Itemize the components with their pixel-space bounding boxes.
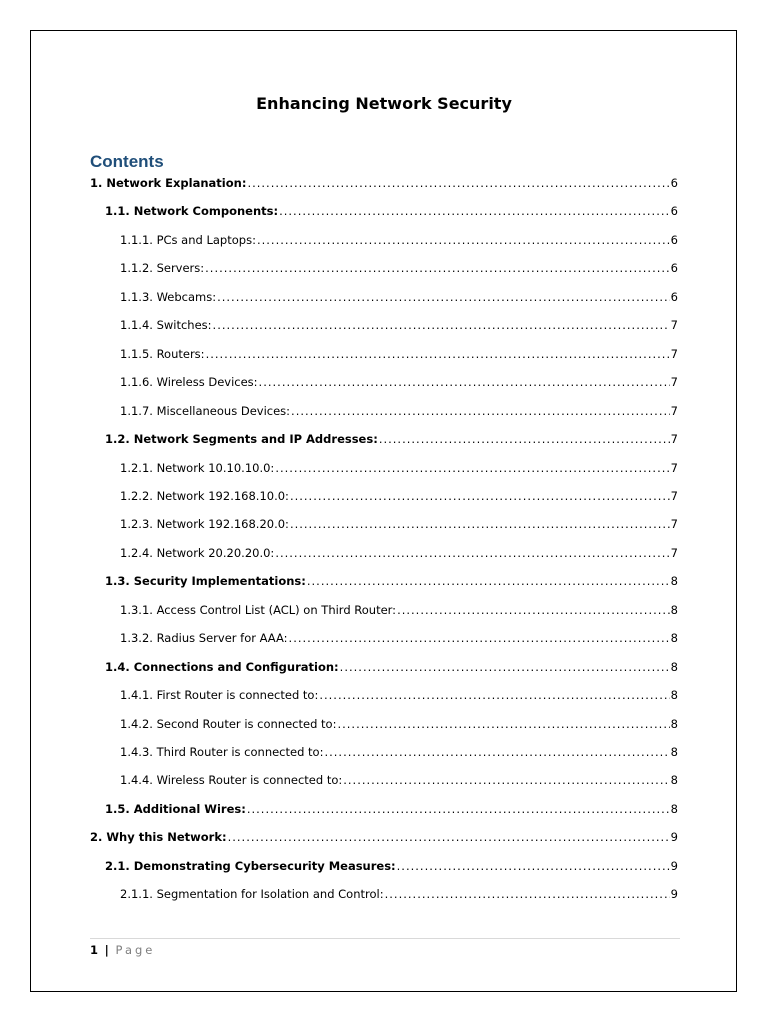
- toc-entry-page-number: 6: [670, 204, 678, 219]
- toc-dot-leader: [340, 660, 670, 674]
- toc-entry[interactable]: [120, 461, 678, 481]
- toc-entry-page-number: 8: [670, 773, 678, 788]
- toc-dot-leader: [319, 688, 669, 702]
- contents-heading: Contents: [90, 152, 164, 171]
- toc-dot-leader: [257, 233, 670, 247]
- document-title: Enhancing Network Security: [256, 94, 512, 113]
- toc-dot-leader: [275, 461, 669, 475]
- toc-entry-title: 1.5. Additional Wires:: [105, 801, 246, 816]
- toc-entry-title: 1.2.4. Network 20.20.20.0:: [120, 545, 275, 560]
- toc-entry-title: 1.4. Connections and Configuration:: [105, 659, 339, 674]
- toc-dot-leader: [290, 489, 670, 503]
- footer-page-label: Page: [115, 943, 156, 957]
- toc-entry-page-number: 8: [670, 659, 678, 674]
- toc-entry-title: 1.4.2. Second Router is connected to:: [120, 716, 337, 731]
- toc-dot-leader: [228, 830, 670, 844]
- toc-entry[interactable]: [120, 375, 678, 395]
- toc-dot-leader: [275, 546, 669, 560]
- toc-entry-title: 2. Why this Network:: [90, 830, 227, 845]
- toc-dot-leader: [217, 290, 670, 304]
- toc-entry-page-number: 7: [670, 346, 678, 361]
- toc-dot-leader: [343, 773, 669, 787]
- toc-dot-leader: [337, 717, 669, 731]
- toc-entry[interactable]: [120, 290, 678, 310]
- toc-entry-title: 2.1.1. Segmentation for Isolation and Control:: [120, 887, 384, 902]
- toc-entry-page-number: 8: [670, 602, 678, 617]
- toc-entry[interactable]: [120, 773, 678, 793]
- toc-entry-page-number: 8: [670, 688, 678, 703]
- toc-entry[interactable]: [120, 517, 678, 537]
- toc-entry-title: 1.1.6. Wireless Devices:: [120, 375, 258, 390]
- toc-dot-leader: [259, 375, 670, 389]
- toc-entry[interactable]: [120, 546, 678, 566]
- toc-dot-leader: [279, 204, 670, 218]
- toc-entry[interactable]: [120, 688, 678, 708]
- footer-divider: [90, 938, 680, 939]
- toc-entry[interactable]: [105, 802, 678, 822]
- toc-entry-title: 1.1.1. PCs and Laptops:: [120, 232, 256, 247]
- toc-entry-page-number: 7: [670, 488, 678, 503]
- footer-separator: |: [104, 943, 109, 957]
- toc-entry-title: 1.2. Network Segments and IP Addresses:: [105, 432, 378, 447]
- toc-entry-title: 2.1. Demonstrating Cybersecurity Measures:: [105, 858, 396, 873]
- toc-entry-page-number: 7: [670, 517, 678, 532]
- toc-entry[interactable]: [105, 660, 678, 680]
- toc-entry[interactable]: [105, 859, 678, 879]
- toc-dot-leader: [213, 318, 670, 332]
- toc-entry-page-number: 7: [670, 318, 678, 333]
- toc-entry[interactable]: [120, 261, 678, 281]
- toc-entry-title: 1.1.2. Servers:: [120, 261, 205, 276]
- toc-entry-page-number: 7: [670, 403, 678, 418]
- toc-entry-page-number: 8: [670, 574, 678, 589]
- toc-entry-title: 1.4.4. Wireless Router is connected to:: [120, 773, 343, 788]
- toc-entry-page-number: 9: [670, 830, 678, 845]
- toc-entry-page-number: 7: [670, 460, 678, 475]
- toc-entry[interactable]: [120, 404, 678, 424]
- toc-entry-title: 1.1.3. Webcams:: [120, 289, 217, 304]
- toc-entry-title: 1.3. Security Implementations:: [105, 574, 306, 589]
- toc-entry[interactable]: [90, 176, 678, 196]
- toc-entry-page-number: 7: [670, 545, 678, 560]
- toc-dot-leader: [324, 745, 669, 759]
- toc-entry[interactable]: [90, 830, 678, 850]
- toc-entry-page-number: 7: [670, 375, 678, 390]
- toc-entry-title: 1.1.5. Routers:: [120, 346, 205, 361]
- toc-entry-title: 1.1.7. Miscellaneous Devices:: [120, 403, 291, 418]
- toc-dot-leader: [307, 574, 670, 588]
- toc-entry[interactable]: [120, 631, 678, 651]
- toc-entry-page-number: 6: [670, 289, 678, 304]
- toc-dot-leader: [397, 603, 670, 617]
- toc-entry[interactable]: [120, 489, 678, 509]
- toc-entry-page-number: 8: [670, 631, 678, 646]
- toc-entry[interactable]: [120, 887, 678, 907]
- toc-entry-title: 1.2.1. Network 10.10.10.0:: [120, 460, 275, 475]
- toc-entry-title: 1.4.1. First Router is connected to:: [120, 688, 319, 703]
- toc-entry-page-number: 6: [670, 176, 678, 190]
- toc-entry-page-number: 7: [670, 432, 678, 447]
- toc-dot-leader: [379, 432, 670, 446]
- toc-entry[interactable]: [120, 318, 678, 338]
- toc-entry-page-number: 6: [670, 232, 678, 247]
- toc-entry[interactable]: [120, 233, 678, 253]
- toc-entry[interactable]: [105, 574, 678, 594]
- toc-entry-page-number: 9: [670, 858, 678, 873]
- toc-entry-title: 1.1.4. Switches:: [120, 318, 212, 333]
- toc-dot-leader: [397, 859, 670, 873]
- toc-entry-title: 1.2.3. Network 192.168.20.0:: [120, 517, 289, 532]
- toc-entry-page-number: 8: [670, 716, 678, 731]
- toc-dot-leader: [290, 517, 670, 531]
- toc-entry-title: 1.1. Network Components:: [105, 204, 279, 219]
- toc-entry-page-number: 6: [670, 261, 678, 276]
- toc-dot-leader: [206, 347, 670, 361]
- toc-entry[interactable]: [120, 745, 678, 765]
- toc-dot-leader: [289, 631, 670, 645]
- toc-dot-leader: [205, 261, 670, 275]
- toc-dot-leader: [247, 176, 669, 190]
- toc-entry-page-number: 9: [670, 887, 678, 902]
- toc-entry[interactable]: [120, 603, 678, 623]
- toc-entry-page-number: 8: [670, 801, 678, 816]
- toc-entry-title: 1.3.2. Radius Server for AAA:: [120, 631, 288, 646]
- toc-entry-page-number: 8: [670, 745, 678, 759]
- toc-entry-title: 1.4.3. Third Router is connected to:: [120, 745, 324, 759]
- toc-entry[interactable]: [120, 347, 678, 367]
- toc-dot-leader: [291, 404, 670, 418]
- toc-entry[interactable]: [120, 717, 678, 737]
- toc-entry[interactable]: [105, 432, 678, 452]
- toc-dot-leader: [385, 887, 670, 901]
- footer-page-number: 1: [90, 943, 99, 957]
- page-footer: [90, 943, 155, 957]
- toc-entry-title: 1.2.2. Network 192.168.10.0:: [120, 488, 289, 503]
- toc-dot-leader: [247, 802, 670, 816]
- toc-entry-title: 1.3.1. Access Control List (ACL) on Third Router:: [120, 602, 397, 617]
- toc-entry[interactable]: [105, 204, 678, 224]
- toc-entry-title: 1. Network Explanation:: [90, 176, 247, 190]
